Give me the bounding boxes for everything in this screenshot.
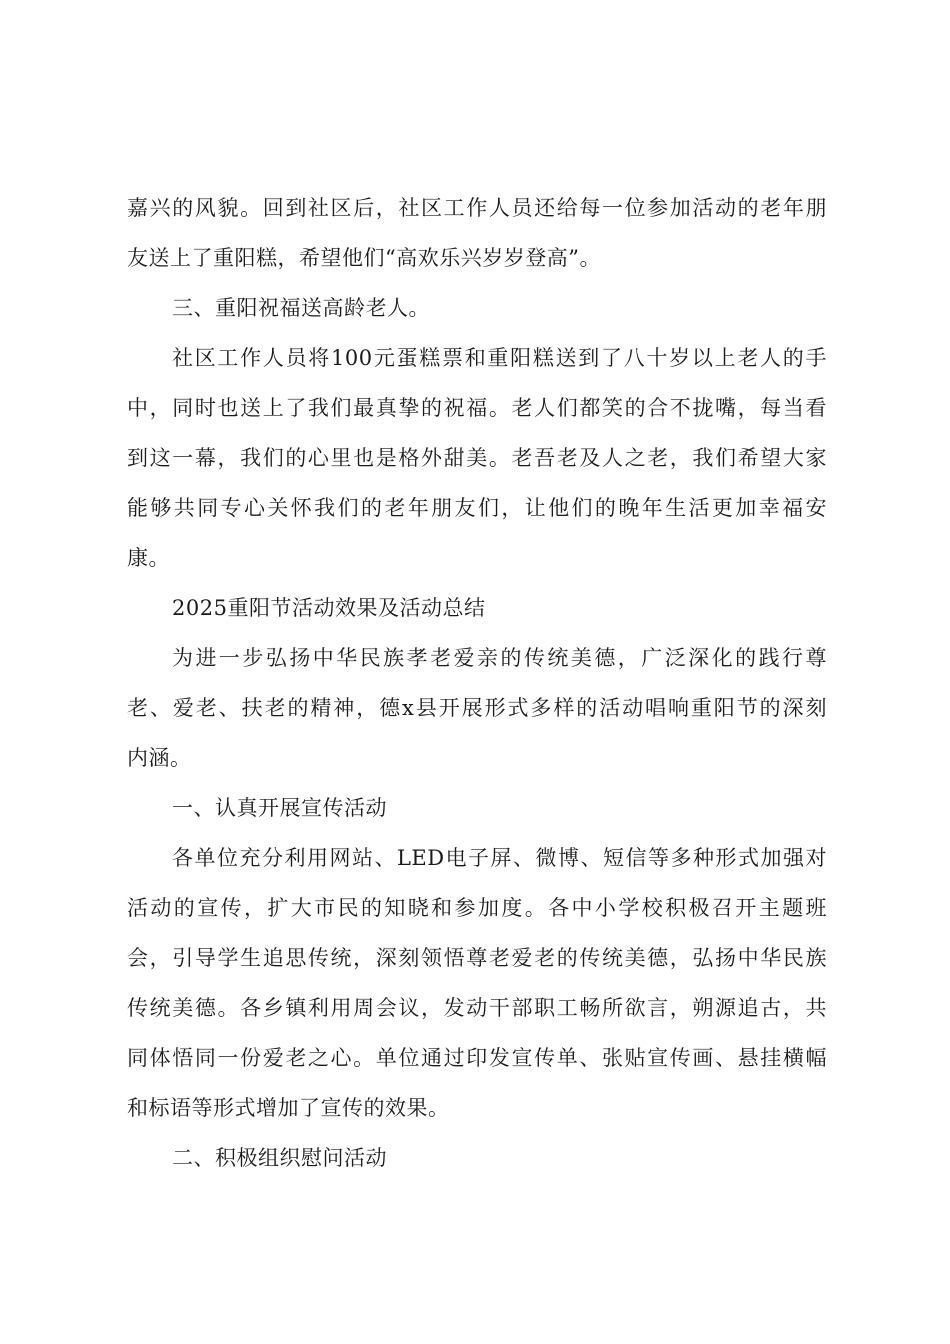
paragraph-line: 老、爱老、扶老的精神，德x县开展形式多样的活动唱响重阳节的深刻: [127, 696, 827, 720]
paragraph-line: 社区工作人员将100元蛋糕票和重阳糕送到了八十岁以上老人的手: [172, 346, 827, 370]
paragraph-line: 活动的宣传，扩大市民的知晓和参加度。各中小学校积极召开主题班: [127, 896, 827, 920]
paragraph-line: 传统美德。各乡镇利用周会议，发动干部职工畅所欲言，朔源追古，共: [127, 996, 827, 1020]
paragraph-line: 内涵。: [127, 746, 192, 770]
section-heading: 二、积极组织慰问活动: [172, 1146, 387, 1170]
paragraph-line: 会，引导学生追思传统，深刻领悟尊老爱老的传统美德，弘扬中华民族: [127, 946, 827, 970]
paragraph-line: 和标语等形式增加了宣传的效果。: [127, 1096, 450, 1120]
paragraph-line: 为进一步弘扬中华民族孝老爱亲的传统美德，广泛深化的践行尊: [172, 646, 827, 670]
paragraph-line: 能够共同专心关怀我们的老年朋友们，让他们的晚年生活更加幸福安: [127, 496, 827, 520]
paragraph-line: 同体悟同一份爱老之心。单位通过印发宣传单、张贴宣传画、悬挂横幅: [127, 1046, 827, 1070]
paragraph-line: 中，同时也送上了我们最真挚的祝福。老人们都笑的合不拢嘴，每当看: [127, 396, 827, 420]
paragraph-line: 嘉兴的风貌。回到社区后，社区工作人员还给每一位参加活动的老年朋: [127, 196, 827, 220]
section-heading: 一、认真开展宣传活动: [172, 796, 387, 820]
paragraph-line: 友送上了重阳糕，希望他们“高欢乐兴岁岁登高”。: [127, 246, 601, 270]
paragraph-line: 各单位充分利用网站、LED电子屏、微博、短信等多种形式加强对: [172, 846, 827, 870]
paragraph-line: 到这一幕，我们的心里也是格外甜美。老吾老及人之老，我们希望大家: [127, 446, 827, 470]
paragraph-line: 康。: [127, 546, 170, 570]
section-heading: 三、重阳祝福送高龄老人。: [172, 296, 430, 320]
document-title: 2025重阳节活动效果及活动总结: [172, 596, 486, 620]
